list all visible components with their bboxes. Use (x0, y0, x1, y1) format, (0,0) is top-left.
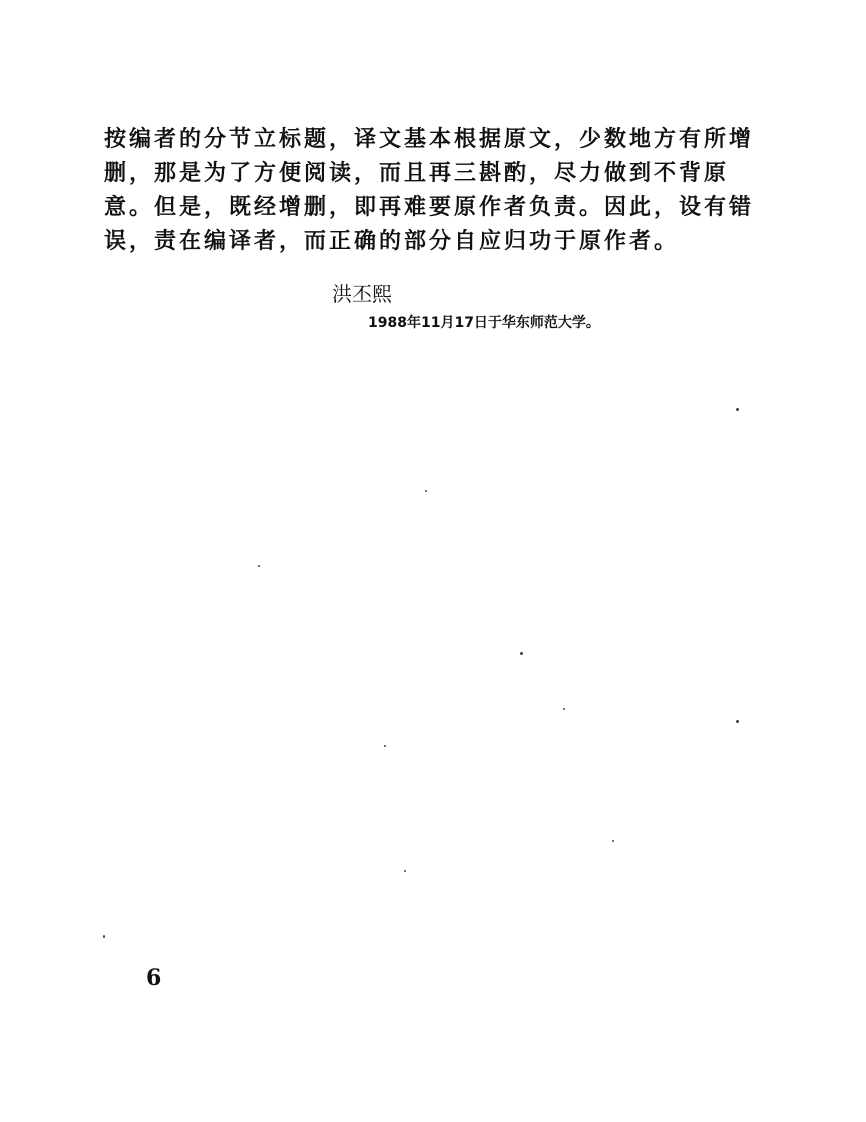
author-signature: 洪丕熙 (332, 282, 392, 306)
body-line-1: 按编者的分节立标题，译文基本根据原文，少数地方有所增 (104, 126, 755, 152)
scan-speck (258, 565, 260, 567)
scan-speck (520, 652, 523, 655)
scan-speck (563, 708, 565, 710)
body-line-3: 意。但是，既经增删，即再难要原作者负责。因此，设有错 (104, 194, 755, 220)
scan-speck (384, 745, 386, 747)
scan-speck (612, 840, 614, 842)
scan-speck (736, 408, 739, 411)
page-number: 6 (146, 965, 162, 991)
scan-speck (103, 935, 105, 938)
body-paragraph (104, 122, 755, 258)
body-line-2: 删，那是为了方便阅读，而且再三斟酌，尽力做到不背原 (104, 160, 730, 186)
scan-speck (736, 720, 739, 723)
body-line-4: 误，责在编译者，而正确的部分自应归功于原作者。 (104, 228, 680, 254)
scan-speck (425, 490, 427, 492)
scan-speck (404, 870, 406, 872)
signature-dateline: 1988年11月17日于华东师范大学。 (368, 315, 600, 331)
